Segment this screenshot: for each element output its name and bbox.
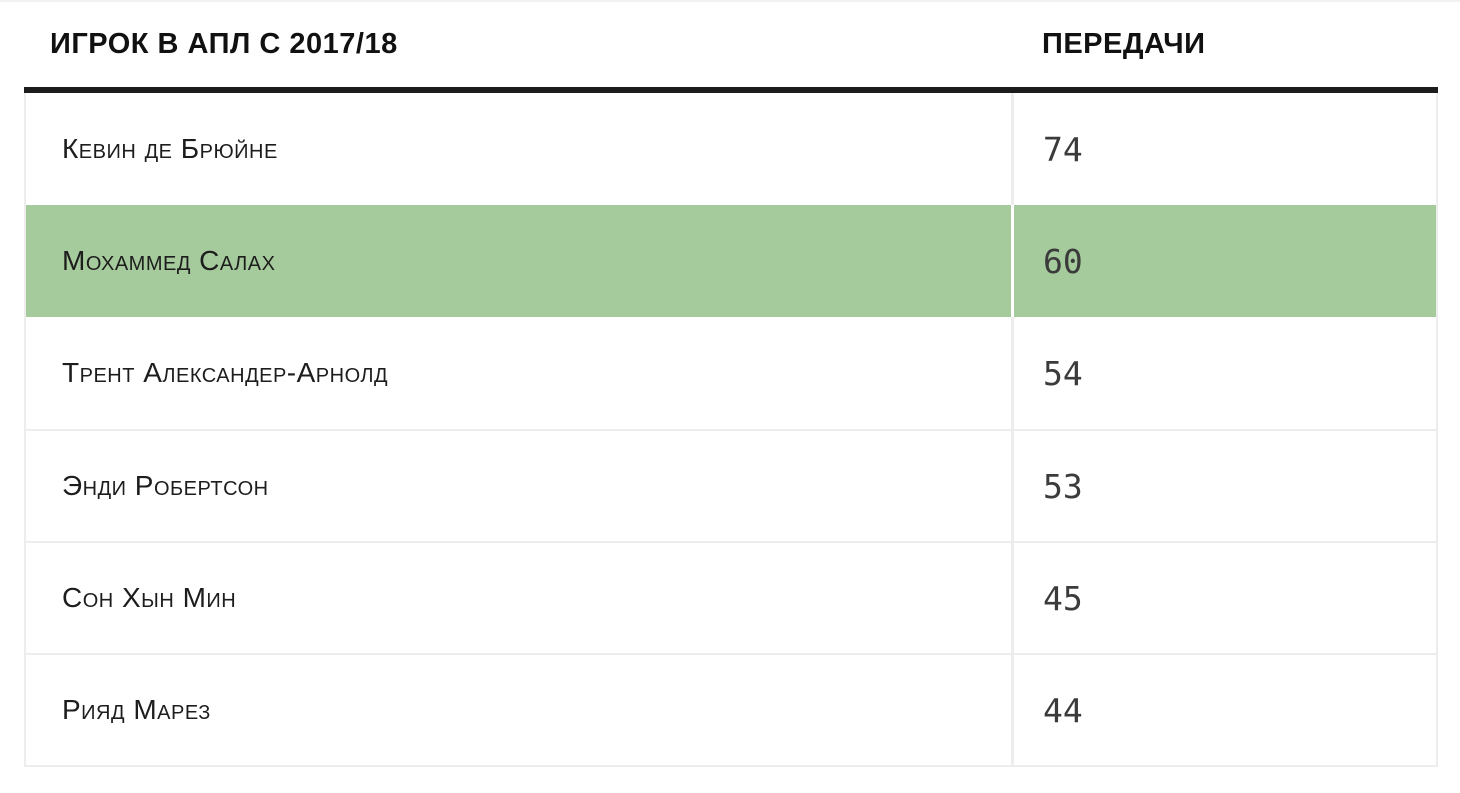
player-name-cell: Кевин де Брюйне <box>26 93 1014 205</box>
table-row <box>26 317 1436 429</box>
player-name-cell: Рияд Марез <box>26 655 1014 765</box>
assists-value-cell: 74 <box>1043 129 1083 169</box>
table-body <box>24 93 1438 767</box>
player-name-cell: Сон Хын Мин <box>26 543 1014 653</box>
assists-table <box>24 2 1438 767</box>
table-row <box>26 541 1436 653</box>
column-header-assists: ПЕРЕДАЧИ <box>1042 28 1206 60</box>
table-row <box>26 653 1436 765</box>
assists-value-cell: 44 <box>1043 690 1083 730</box>
player-name-cell: Энди Робертсон <box>26 431 1014 541</box>
table-row <box>26 429 1436 541</box>
table-row <box>26 93 1436 205</box>
table-row <box>26 205 1436 317</box>
assists-value-cell: 45 <box>1043 578 1083 618</box>
assists-value-cell: 60 <box>1043 241 1083 281</box>
player-name-cell: Трент Александер-Арнолд <box>26 317 1014 429</box>
player-name-cell: Мохаммед Салах <box>26 205 1014 317</box>
assists-value-cell: 53 <box>1043 466 1083 506</box>
column-header-player: ИГРОК В АПЛ С 2017/18 <box>50 28 398 60</box>
table-header <box>24 2 1438 87</box>
assists-value-cell: 54 <box>1043 353 1083 393</box>
